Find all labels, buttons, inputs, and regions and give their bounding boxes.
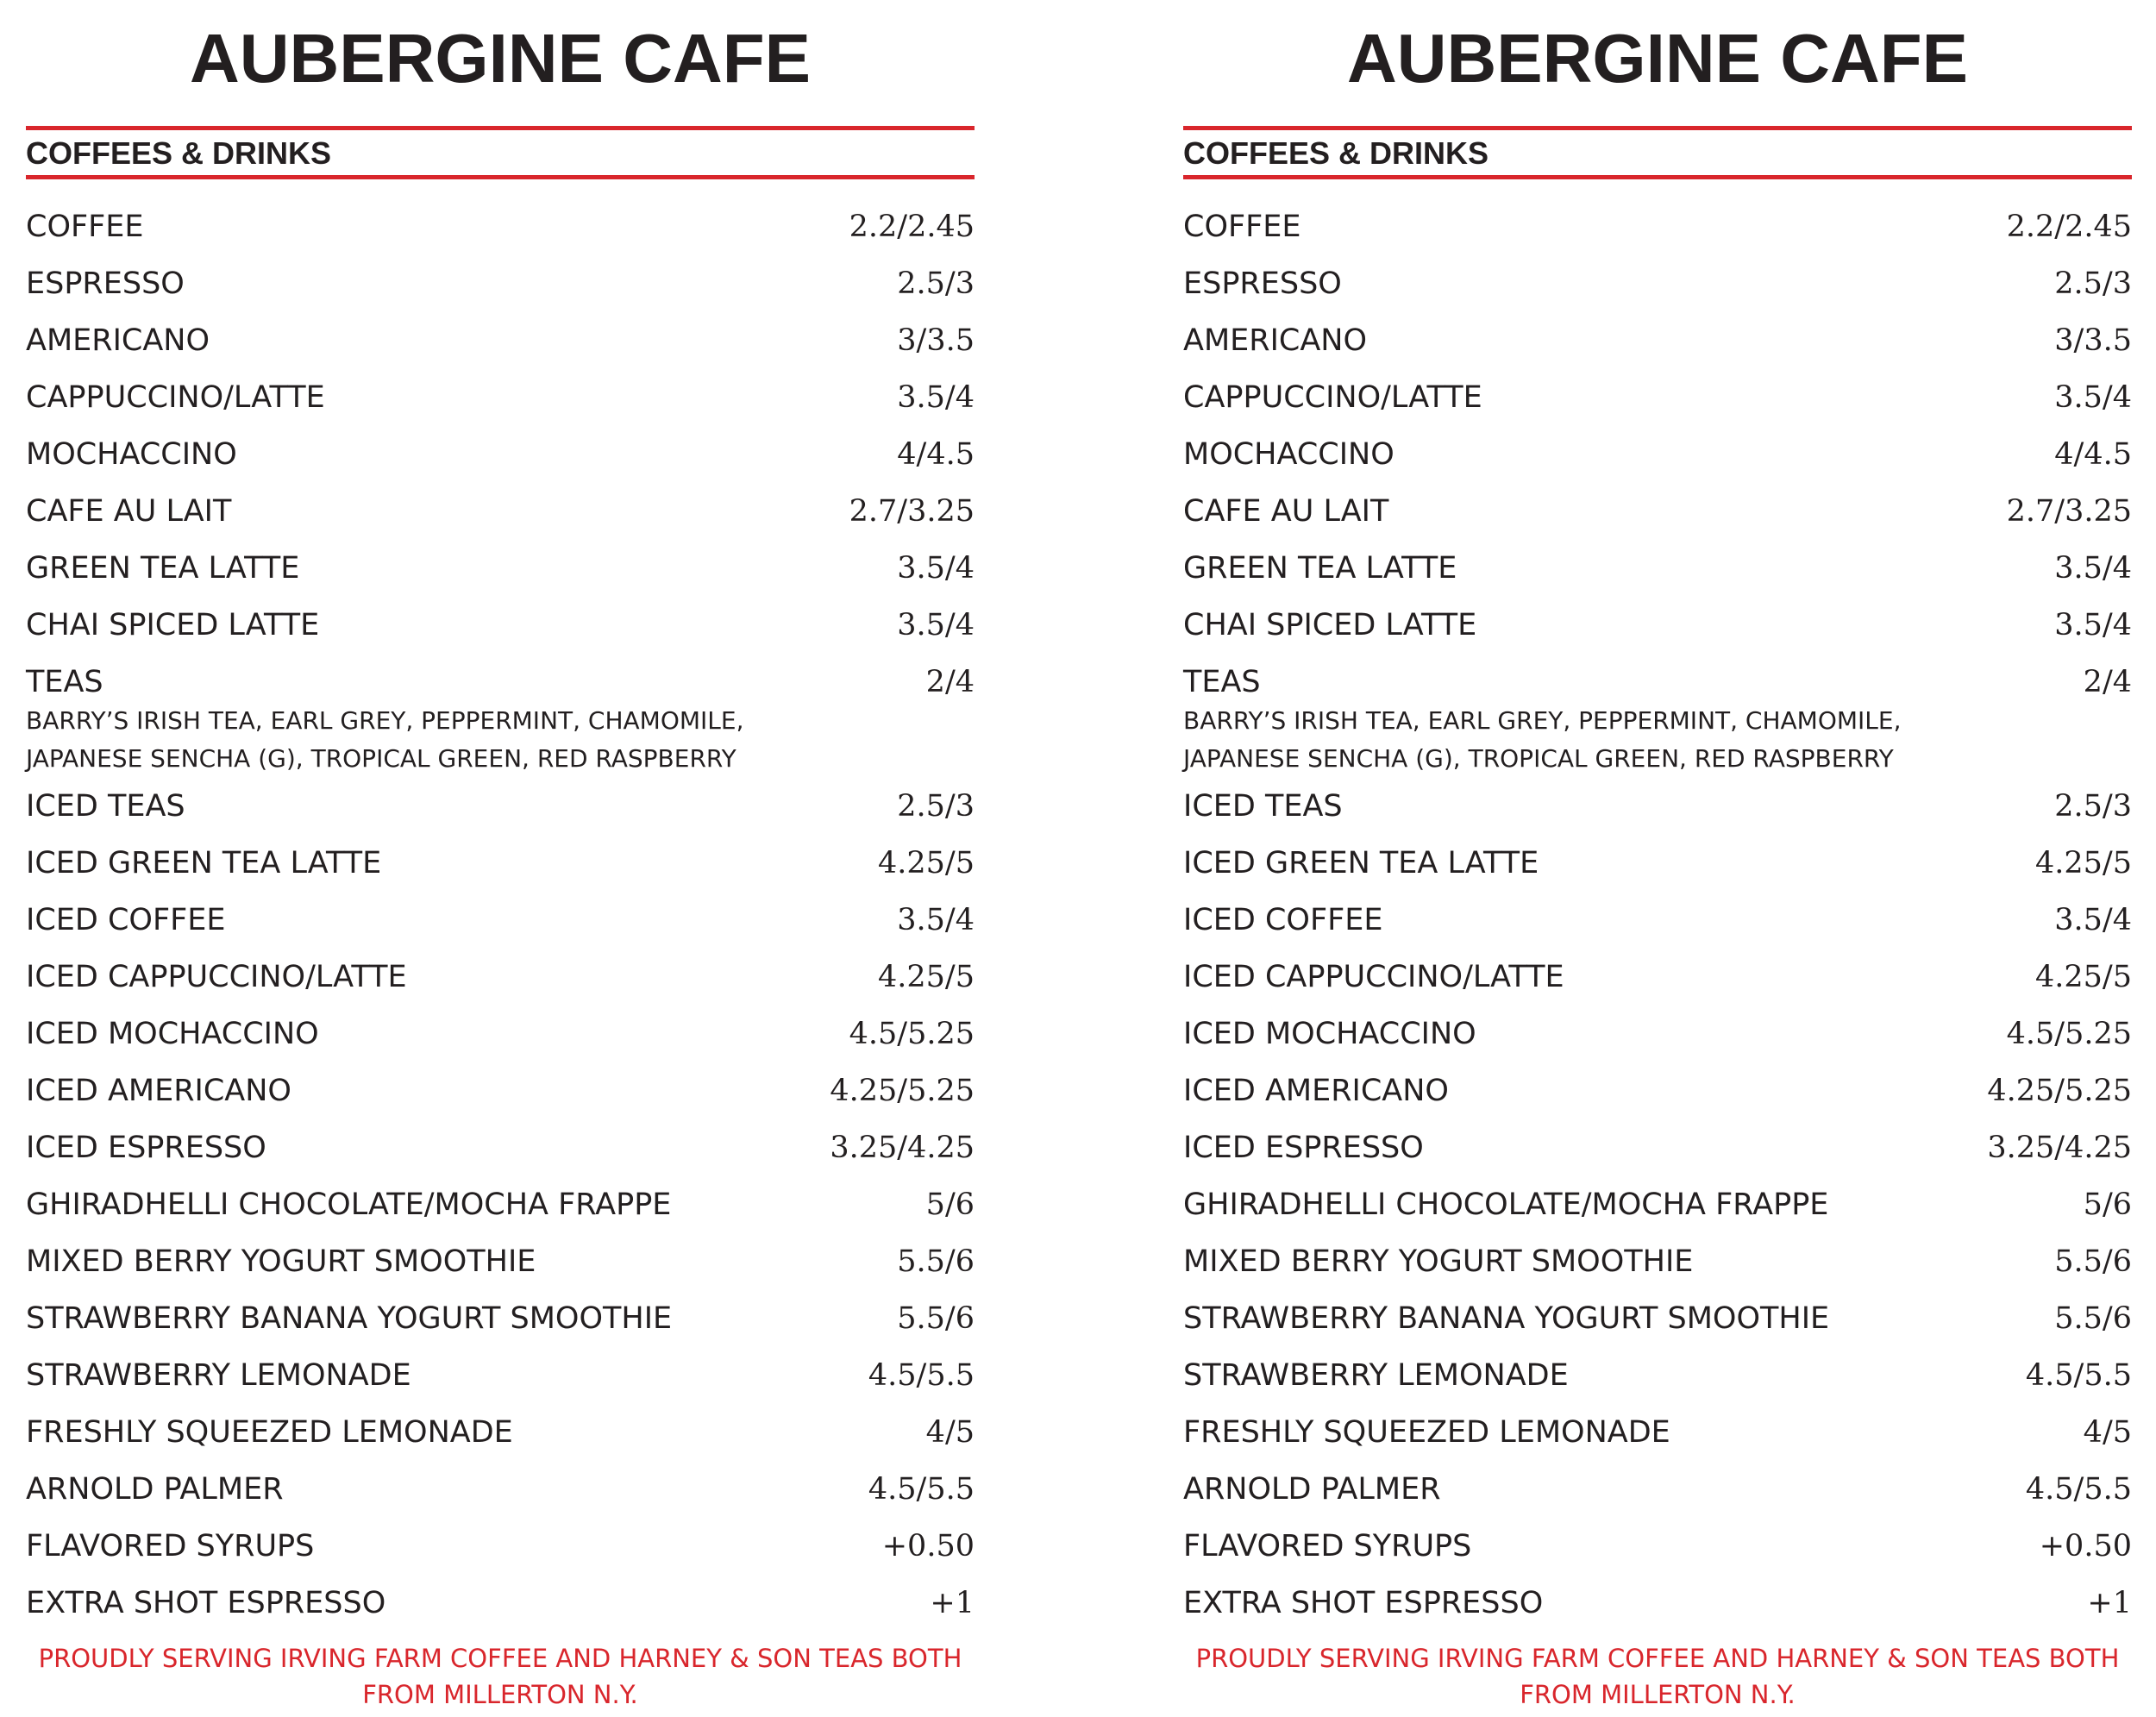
menu-item-price: 4/5 [2083,1415,2132,1450]
menu-item-name: ICED GREEN TEA LATTE [26,846,382,880]
page-title: AUBERGINE CAFE [1346,20,1969,97]
menu-item-price: 2/4 [925,665,975,699]
menu-item-price: 3.5/4 [2054,380,2132,415]
menu-item-price: 2.2/2.45 [849,210,975,244]
menu-item [26,1526,975,1583]
menu-item-price: 4.25/5.25 [1987,1074,2132,1108]
menu-item-price: +1 [930,1586,975,1620]
menu-item-price: 3.5/4 [897,380,975,415]
menu-item-name: CHAI SPICED LATTE [1183,608,1477,642]
menu-item-name: MOCHACCINO [26,437,237,472]
menu-item-name: ICED TEAS [1183,789,1343,824]
menu-item [1183,1583,2132,1640]
menu-item-name: FLAVORED SYRUPS [1183,1529,1472,1563]
menu-item-name: MOCHACCINO [1183,437,1395,472]
menu-item-price: 4.5/5.25 [849,1017,975,1051]
menu-item-price: 4.5/5.25 [2006,1017,2132,1051]
footer-line: PROUDLY SERVING IRVING FARM COFFEE AND HARNEY & SON TEAS BOTH [1195,1644,2120,1673]
menu-item-name: FRESHLY SQUEEZED LEMONADE [26,1415,513,1450]
menu-item [1183,378,2132,435]
menu-item-price: 3.5/4 [897,608,975,642]
menu-item [1183,321,2132,378]
menu-item [1183,957,2132,1014]
section-rule-bottom [1183,175,2132,179]
menu-item [26,1128,975,1185]
menu-item-price: 5.5/6 [2054,1301,2132,1336]
menu-item [1183,843,2132,900]
menu-item-price: 2.5/3 [2054,789,2132,824]
menu-item-name: MIXED BERRY YOGURT SMOOTHIE [26,1244,536,1279]
section-heading: COFFEES & DRINKS [1183,135,1489,171]
menu-item [1183,1071,2132,1128]
menu-item-name: STRAWBERRY BANANA YOGURT SMOOTHIE [1183,1301,1830,1336]
menu-item-name: TEAS [1183,665,1261,699]
menu-item [1183,1299,2132,1356]
menu-item-name: ICED MOCHACCINO [1183,1017,1476,1051]
menu-item [1183,492,2132,548]
menu-item-name: MIXED BERRY YOGURT SMOOTHIE [1183,1244,1694,1279]
menu-item-price: 4/4.5 [897,437,975,472]
footer-note [1183,1640,2132,1713]
menu-item [26,435,975,492]
menu-item-price: 2.5/3 [897,789,975,824]
menu-item-price: 4.25/5 [2035,960,2132,994]
menu-item [1183,786,2132,843]
menu-item-price: 4/4.5 [2054,437,2132,472]
menu-item-name: CAPPUCCINO/LATTE [26,380,325,415]
menu-item-name: CAFE AU LAIT [1183,494,1389,529]
menu-item-price: 2.5/3 [897,266,975,301]
menu-item [26,492,975,548]
menu-item-name: COFFEE [1183,210,1301,244]
section-rule-top [26,126,975,130]
menu-item-name: STRAWBERRY LEMONADE [26,1358,411,1393]
menu-item-name: ICED AMERICANO [1183,1074,1449,1108]
menu-item-price: 4.5/5.5 [868,1358,975,1393]
menu-item-price: 2.7/3.25 [2006,494,2132,529]
menu-item [1183,207,2132,264]
menu-item-name: ICED CAPPUCCINO/LATTE [26,960,407,994]
menu-item [26,1071,975,1128]
menu-item-price: +1 [2087,1586,2132,1620]
menu-item-price: 5.5/6 [2054,1244,2132,1279]
menu-item-price: 2.7/3.25 [849,494,975,529]
menu-item-price: 4.5/5.5 [2025,1358,2132,1393]
menu-item-name: CHAI SPICED LATTE [26,608,320,642]
menu-item [26,548,975,605]
menu-item [26,1469,975,1526]
menu-item [26,900,975,957]
menu-item [1183,1185,2132,1242]
menu-item [26,1014,975,1071]
menu-item-name: COFFEE [26,210,144,244]
menu-item-price: 4/5 [925,1415,975,1450]
menu-item [26,605,975,662]
menu-item-name: ARNOLD PALMER [1183,1472,1441,1507]
menu-item [26,1356,975,1413]
description-line: JAPANESE SENCHA (G), TROPICAL GREEN, RED RASPBERRY [26,744,736,773]
menu-item [1183,1128,2132,1185]
menu-item [1183,900,2132,957]
footer-line: PROUDLY SERVING IRVING FARM COFFEE AND HARNEY & SON TEAS BOTH [38,1644,962,1673]
menu-item-price: 4.5/5.5 [2025,1472,2132,1507]
menu-item-name: GHIRADHELLI CHOCOLATE/MOCHA FRAPPE [1183,1187,1829,1222]
menu-page-right [1183,0,2132,1717]
menu-item-name: ICED TEAS [26,789,185,824]
menu-item-price: 3.5/4 [897,903,975,937]
menu-item-name: GREEN TEA LATTE [1183,551,1457,586]
menu-item [1183,605,2132,662]
menu-item [26,1413,975,1469]
menu-item-price: +0.50 [881,1529,975,1563]
menu-item-name: ICED MOCHACCINO [26,1017,319,1051]
menu-item-price: 4.25/5 [2035,846,2132,880]
menu-item-price: 5/6 [2083,1187,2132,1222]
menu-page-left [26,0,975,1717]
menu-item-price: 5.5/6 [897,1244,975,1279]
menu-item-description [1183,702,1901,778]
description-line: BARRY’S IRISH TEA, EARL GREY, PEPPERMINT, CHAMOMILE, [1183,706,1902,735]
menu-item [26,1299,975,1356]
menu-item [26,1185,975,1242]
section-rule-bottom [26,175,975,179]
menu-item-price: 3.25/4.25 [830,1131,975,1165]
menu-item-name: GHIRADHELLI CHOCOLATE/MOCHA FRAPPE [26,1187,672,1222]
menu-item-name: ICED AMERICANO [26,1074,291,1108]
menu-item [1183,1242,2132,1299]
menu-item [1183,1014,2132,1071]
menu-item [1183,662,2132,773]
section-heading: COFFEES & DRINKS [26,135,332,171]
menu-item [26,662,975,773]
menu-item [1183,435,2132,492]
menu-item-price: 4.25/5 [878,846,975,880]
menu-item-price: 4.5/5.5 [868,1472,975,1507]
menu-item-name: ICED ESPRESSO [1183,1131,1424,1165]
menu-item-price: 3.5/4 [2054,903,2132,937]
menu-item-name: AMERICANO [26,323,210,358]
menu-item [26,264,975,321]
menu-item-name: ICED CAPPUCCINO/LATTE [1183,960,1564,994]
menu-item-price: 2/4 [2083,665,2132,699]
menu-item [26,321,975,378]
menu-item-price: 2.5/3 [2054,266,2132,301]
menu-item [1183,1413,2132,1469]
menu-item [1183,548,2132,605]
menu-item-name: ESPRESSO [1183,266,1342,301]
menu-item-name: EXTRA SHOT ESPRESSO [1183,1586,1544,1620]
menu-item-price: +0.50 [2039,1529,2132,1563]
menu-item-price: 3/3.5 [897,323,975,358]
menu-item-name: CAFE AU LAIT [26,494,232,529]
menu-item-price: 3.5/4 [897,551,975,586]
menu-item-price: 3.5/4 [2054,551,2132,586]
menu-item [1183,1469,2132,1526]
menu-item-name: ICED COFFEE [1183,903,1383,937]
menu-item-name: ESPRESSO [26,266,185,301]
menu-item-name: ICED COFFEE [26,903,226,937]
menu-item-name: FRESHLY SQUEEZED LEMONADE [1183,1415,1670,1450]
menu-item-price: 3.25/4.25 [1987,1131,2132,1165]
menu-item-name: AMERICANO [1183,323,1368,358]
menu-item-name: STRAWBERRY BANANA YOGURT SMOOTHIE [26,1301,673,1336]
menu-item [26,1242,975,1299]
menu-item-price: 5/6 [925,1187,975,1222]
footer-note [26,1640,975,1713]
description-line: BARRY’S IRISH TEA, EARL GREY, PEPPERMINT, CHAMOMILE, [26,706,744,735]
menu-item-name: FLAVORED SYRUPS [26,1529,315,1563]
menu-item-name: STRAWBERRY LEMONADE [1183,1358,1569,1393]
menu-item-price: 5.5/6 [897,1301,975,1336]
menu-item-name: EXTRA SHOT ESPRESSO [26,1586,386,1620]
menu-item-name: CAPPUCCINO/LATTE [1183,380,1482,415]
menu-item-description [26,702,743,778]
menu-item [1183,1526,2132,1583]
menu-item [1183,264,2132,321]
menu-item-price: 2.2/2.45 [2006,210,2132,244]
menu-item-name: ICED ESPRESSO [26,1131,266,1165]
menu-item-price: 4.25/5 [878,960,975,994]
section-rule-top [1183,126,2132,130]
menu-item-price: 3.5/4 [2054,608,2132,642]
page-title: AUBERGINE CAFE [189,20,812,97]
menu-item [26,207,975,264]
menu-item-name: TEAS [26,665,103,699]
menu-item [26,843,975,900]
description-line: JAPANESE SENCHA (G), TROPICAL GREEN, RED RASPBERRY [1183,744,1894,773]
menu-item [26,957,975,1014]
menu-item [26,786,975,843]
footer-line: FROM MILLERTON N.Y. [1520,1680,1796,1709]
menu-item-name: GREEN TEA LATTE [26,551,300,586]
menu-item-price: 4.25/5.25 [830,1074,975,1108]
menu-item-name: ARNOLD PALMER [26,1472,284,1507]
menu-item [26,1583,975,1640]
menu-item-name: ICED GREEN TEA LATTE [1183,846,1539,880]
menu-item [26,378,975,435]
menu-item [1183,1356,2132,1413]
footer-line: FROM MILLERTON N.Y. [362,1680,638,1709]
menu-item-price: 3/3.5 [2054,323,2132,358]
